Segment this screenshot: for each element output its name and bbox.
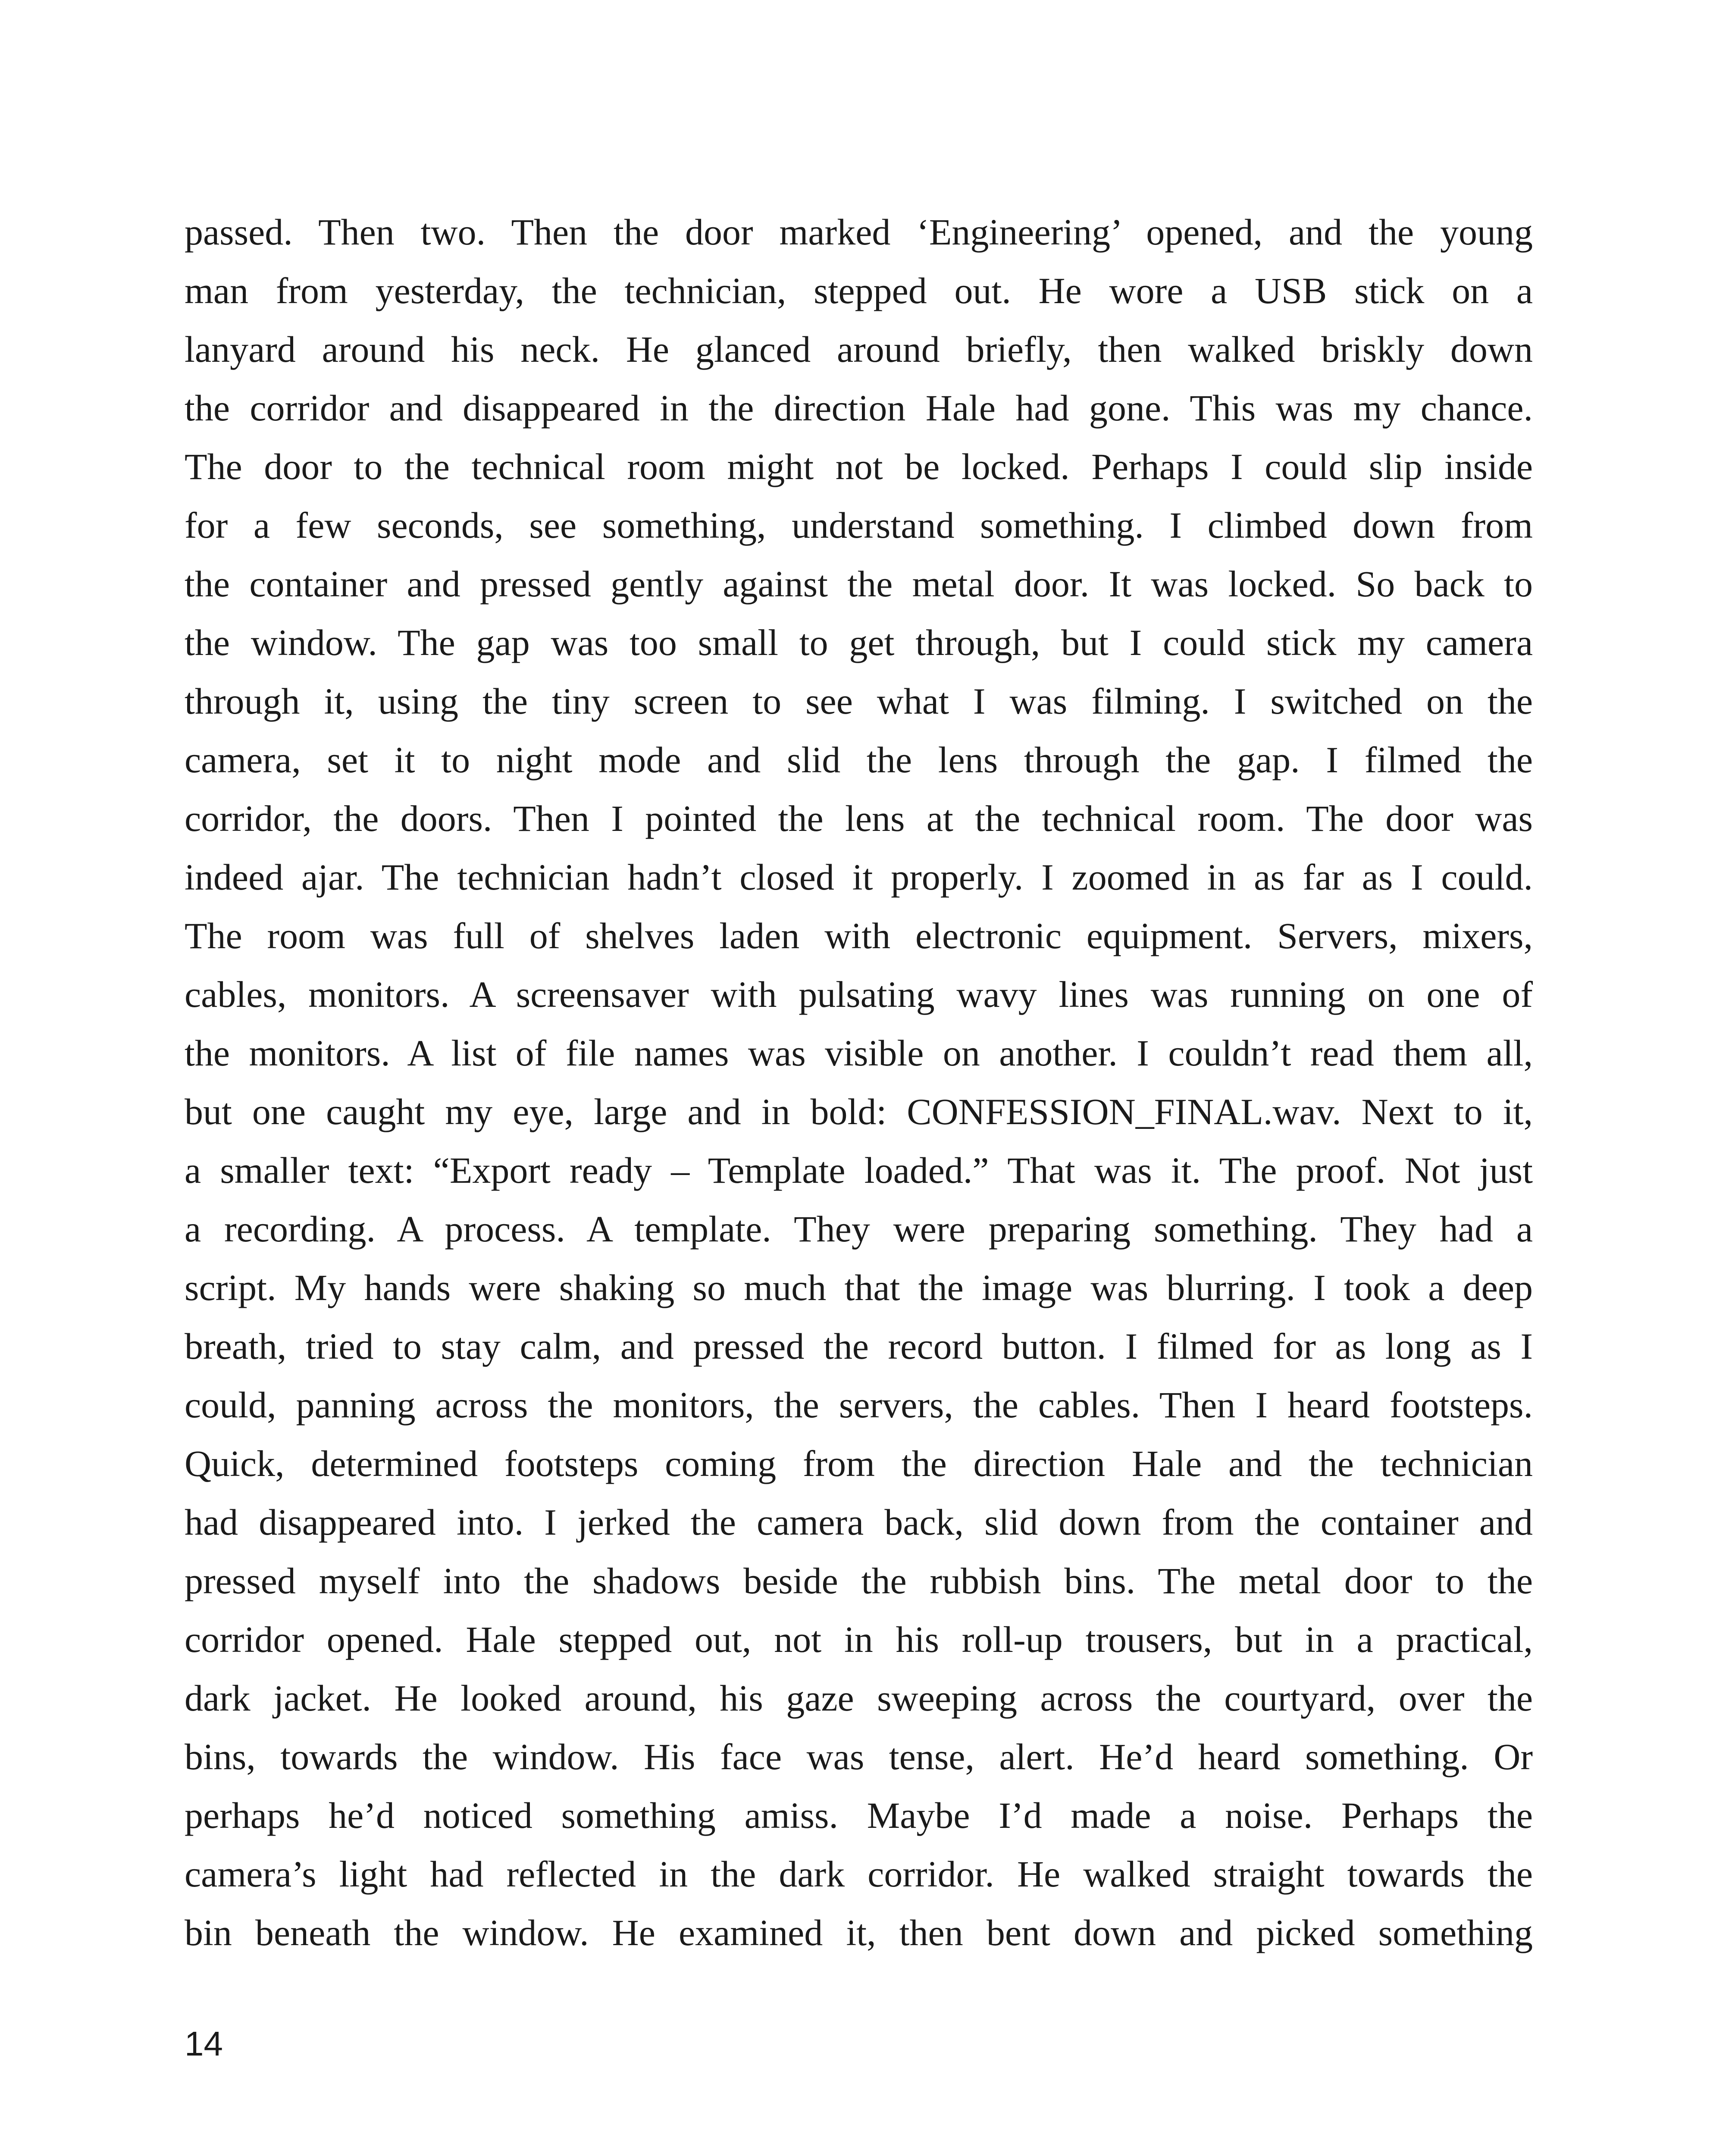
text-line: camera, set it to night mode and slid the lens through the gap. I filmed the	[185, 739, 1533, 780]
text-line: indeed ajar. The technician hadn’t closed it properly. I zoomed in as far as I could.	[185, 856, 1533, 898]
text-line: corridor opened. Hale stepped out, not in his roll-up trousers, but in a practical,	[185, 1619, 1533, 1660]
text-line: bins, towards the window. His face was tense, alert. He’d heard something. Or	[185, 1736, 1533, 1777]
page-number: 14	[185, 2024, 223, 2063]
text-line: breath, tried to stay calm, and pressed the record button. I filmed for as long as I	[185, 1326, 1533, 1367]
text-line: cables, monitors. A screensaver with pulsating wavy lines was running on one of	[185, 974, 1533, 1015]
text-line: man from yesterday, the technician, stepped out. He wore a USB stick on a	[185, 270, 1533, 311]
text-line: through it, using the tiny screen to see what I was filming. I switched on the	[185, 680, 1533, 722]
text-line: corridor, the doors. Then I pointed the lens at the technical room. The door was	[185, 798, 1533, 839]
text-line: The room was full of shelves laden with electronic equipment. Servers, mixers,	[185, 915, 1533, 956]
text-line: passed. Then two. Then the door marked ‘Engineering’ opened, and the young	[185, 211, 1533, 253]
text-line: The door to the technical room might not be locked. Perhaps I could slip inside	[185, 446, 1533, 487]
text-line: the corridor and disappeared in the direction Hale had gone. This was my chance.	[185, 387, 1533, 429]
text-line: could, panning across the monitors, the servers, the cables. Then I heard footsteps.	[185, 1384, 1533, 1426]
text-line: dark jacket. He looked around, his gaze sweeping across the courtyard, over the	[185, 1677, 1533, 1719]
text-line: the monitors. A list of file names was visible on another. I couldn’t read them all,	[185, 1032, 1533, 1074]
text-line: pressed myself into the shadows beside the rubbish bins. The metal door to the	[185, 1560, 1533, 1601]
text-line: bin beneath the window. He examined it, then bent down and picked something	[185, 1912, 1533, 1953]
text-line: had disappeared into. I jerked the camera back, slid down from the container and	[185, 1501, 1533, 1543]
text-line: lanyard around his neck. He glanced around briefly, then walked briskly down	[185, 329, 1533, 370]
text-line: the container and pressed gently against the metal door. It was locked. So back to	[185, 563, 1533, 605]
text-line: but one caught my eye, large and in bold: CONFESSION_FINAL.wav. Next to it,	[185, 1091, 1533, 1132]
text-line: Quick, determined footsteps coming from the direction Hale and the technician	[185, 1443, 1533, 1484]
body-text	[185, 203, 1533, 1962]
text-line: camera’s light had reflected in the dark corridor. He walked straight towards the	[185, 1853, 1533, 1895]
text-line: the window. The gap was too small to get through, but I could stick my camera	[185, 622, 1533, 663]
text-line: perhaps he’d noticed something amiss. Maybe I’d made a noise. Perhaps the	[185, 1795, 1533, 1836]
text-line: a recording. A process. A template. They were preparing something. They had a	[185, 1208, 1533, 1250]
text-line: script. My hands were shaking so much that the image was blurring. I took a deep	[185, 1267, 1533, 1308]
text-line: for a few seconds, see something, understand something. I climbed down from	[185, 505, 1533, 546]
text-line: a smaller text: “Export ready – Template loaded.” That was it. The proof. Not just	[185, 1150, 1533, 1191]
